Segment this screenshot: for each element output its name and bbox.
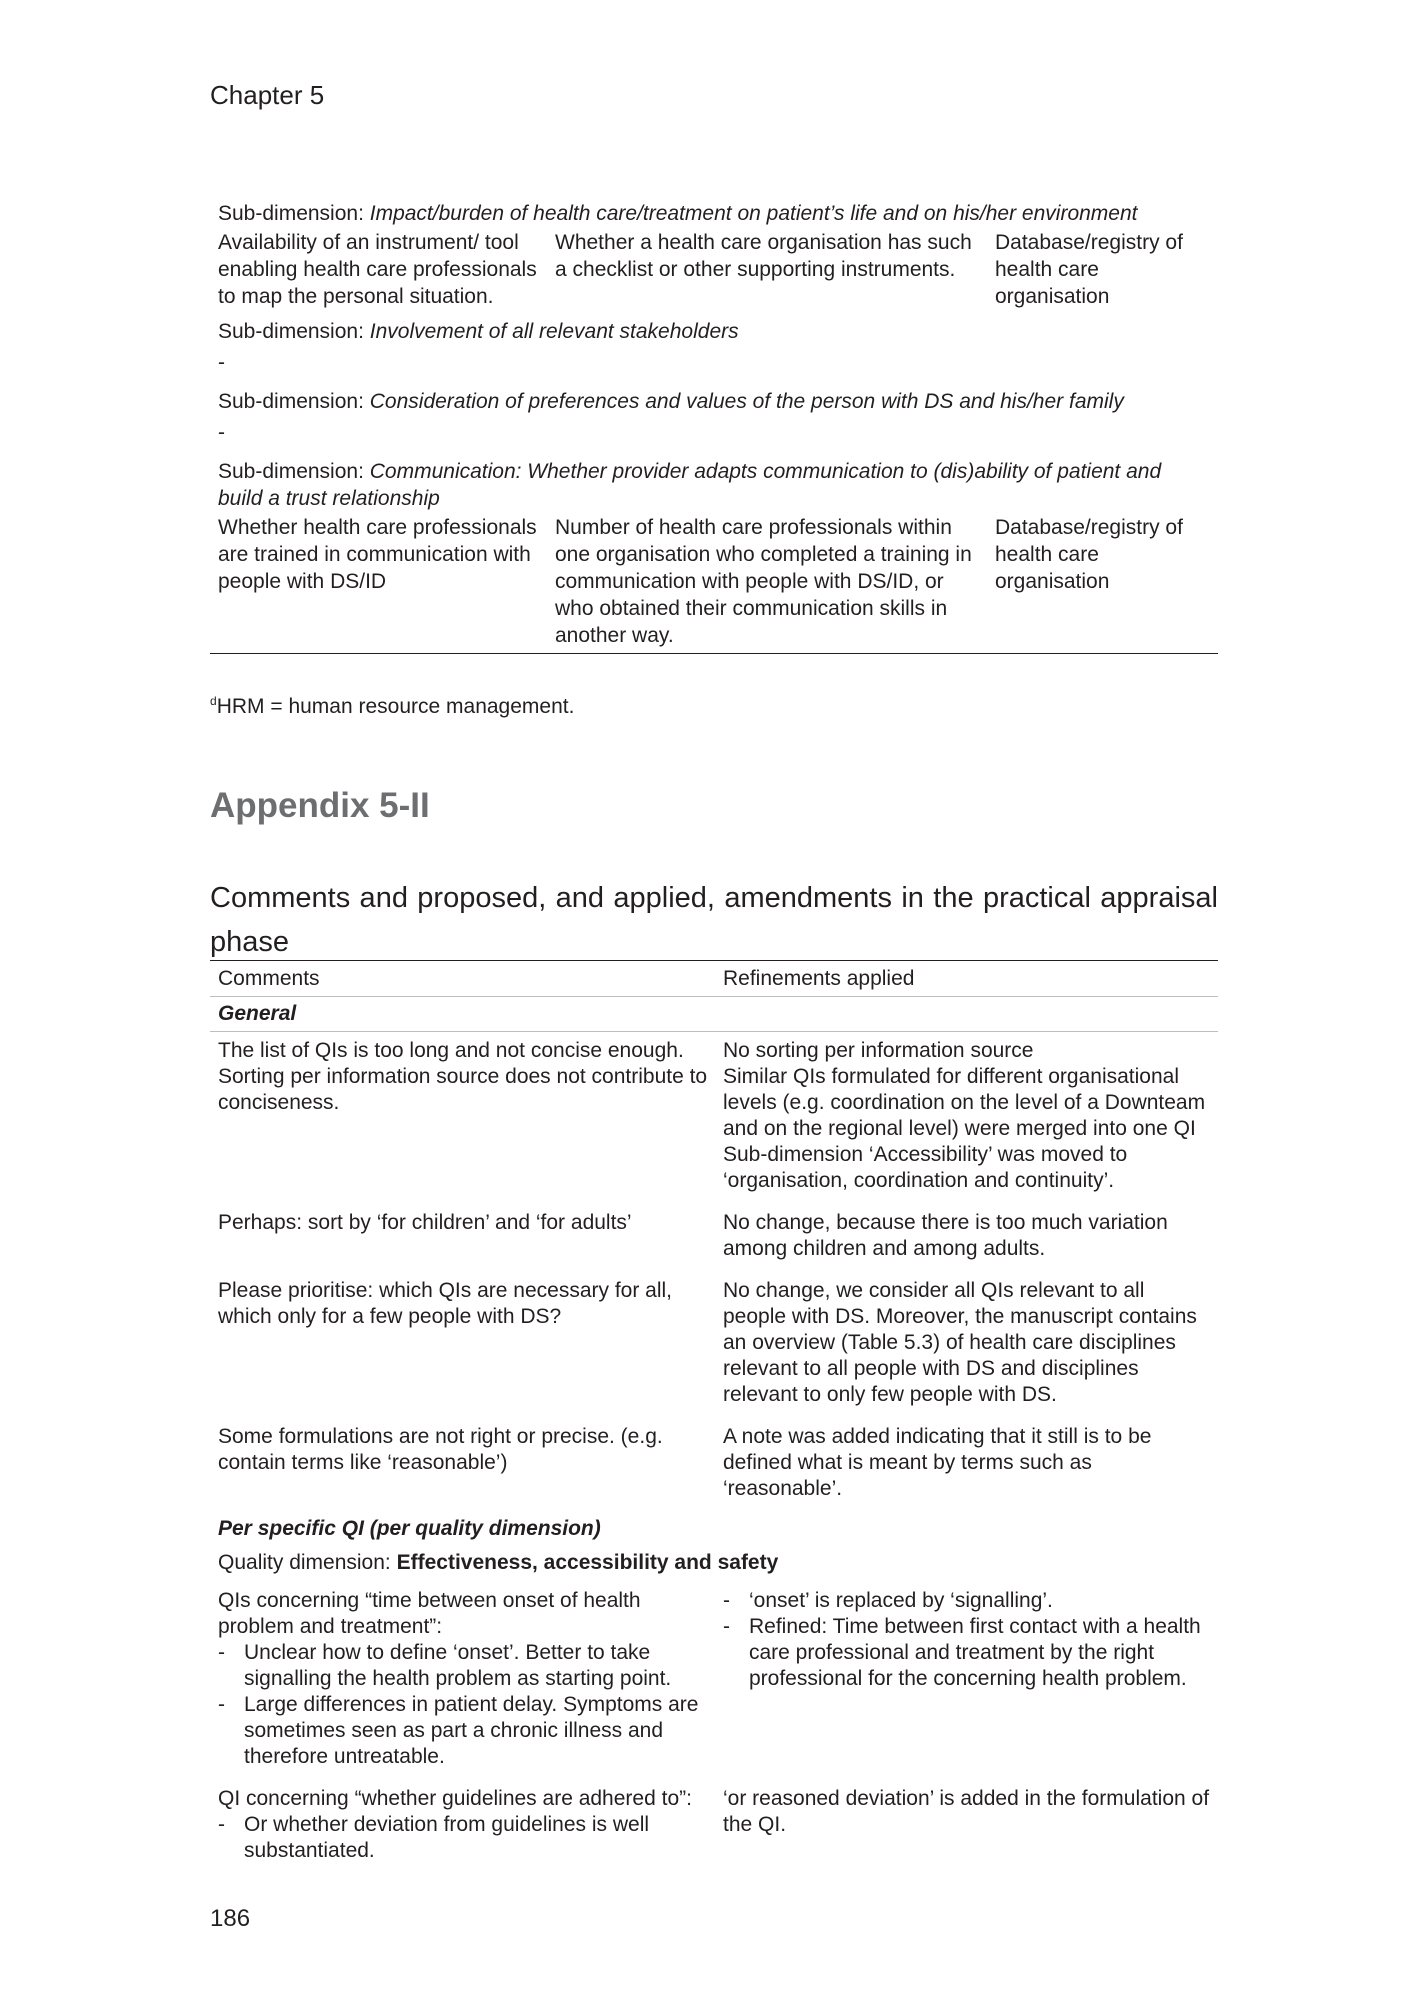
column-header-refinements: Refinements applied [723,967,915,990]
list-item: - ‘onset’ is replaced by ‘signalling’. [723,1589,1053,1612]
sub-dimension-heading: Sub-dimension: Involvement of all relevant stakeholders [218,320,739,343]
appendix-heading: Appendix 5-II [210,786,430,825]
running-head: Chapter 5 [210,80,325,110]
refinement-line: Similar QIs formulated for different organisational levels (e.g. coordination on the level of a Downteam and on the regional level) were merged into one QI [723,1065,1206,1140]
table-row [210,1780,1218,1874]
comment-cell: Please prioritise: which QIs are necessary for all, which only for a few people with DS? [218,1279,673,1328]
section-label-specific: Per specific QI (per quality dimension) [218,1517,601,1540]
comment-cell: The list of QIs is too long and not concise enough. Sorting per information source does not contribute to conciseness. [218,1039,708,1114]
list-item: - Unclear how to define ‘onset’. Better to take signalling the health problem as starting point. [218,1641,672,1690]
quality-dimension-heading: Quality dimension: Effectiveness, accessibility and safety [218,1551,779,1574]
table-row [210,1272,1218,1418]
comment-cell [218,1588,723,1770]
refinement-cell [723,1588,1210,1770]
refinement-cell: No change, we consider all QIs relevant to all people with DS. Moreover, the manuscript contains an overview (Table 5.3) of health care disciplines relevant to all people with DS and disciplines relevant to only few people with DS. [723,1279,1197,1406]
table-caption: Comments and proposed, and applied, amendments in the practical appraisal phase [210,882,1218,958]
source-cell: Database/registry of health care organisation [995,231,1183,308]
page-number: 186 [210,1905,251,1932]
refinement-cell [723,1038,1210,1194]
refinement-cell: ‘or reasoned deviation’ is added in the formulation of the QI. [723,1787,1210,1836]
refinement-cell: No change, because there is too much variation among children and among adults. [723,1211,1168,1260]
list-item: - Or whether deviation from guidelines is well substantiated. [218,1813,650,1862]
table-row [210,1204,1218,1272]
sub-dimension-heading: Sub-dimension: Impact/burden of health care/treatment on patient’s life and on his/her environment [218,202,1138,225]
table-row [210,1582,1218,1780]
table-footnote: $^d$HRM = human resource management. [210,694,575,718]
indicator-cell: Availability of an instrument/ tool enabling health care professionals to map the personal situation. [218,231,537,308]
table-row [210,1418,1218,1512]
column-header-comments: Comments [218,967,320,990]
indicator-cell: Whether health care professionals are trained in communication with people with DS/ID [218,516,537,593]
table-row [210,514,1218,654]
comment-intro: QI concerning “whether guidelines are adhered to”: [218,1787,692,1810]
empty-row-dash: - [218,421,225,444]
list-item: - Large differences in patient delay. Symptoms are sometimes seen as part a chronic illness and therefore untreatable. [218,1693,699,1768]
table-header-row [210,961,1218,997]
refinement-line: Sub-dimension ‘Accessibility’ was moved to ‘organisation, coordination and continuity’. [723,1143,1128,1192]
comment-cell: Some formulations are not right or precise. (e.g. contain terms like ‘reasonable’) [218,1425,663,1474]
indicator-table-continued [210,196,1218,654]
refinement-line: No sorting per information source [723,1039,1034,1062]
sub-dimension-heading: Sub-dimension: Consideration of preferences and values of the person with DS and his/her family [218,390,1124,413]
sub-dimension-heading: Sub-dimension: Communication: Whether provider adapts communication to (dis)ability of patient and build a trust relationship [218,460,1162,510]
section-label-general: General [210,997,1218,1032]
comment-intro: QIs concerning “time between onset of health problem and treatment”: [218,1589,641,1638]
refinement-cell: A note was added indicating that it still is to be defined what is meant by terms such as ‘reasonable’. [723,1425,1152,1500]
operationalisation-cell: Whether a health care organisation has such a checklist or other supporting instruments. [555,231,972,281]
table-row [210,229,1218,314]
source-cell: Database/registry of health care organisation [995,516,1183,593]
empty-row-dash: - [218,351,225,374]
comment-cell [218,1786,723,1864]
table-row [210,1032,1218,1204]
comment-cell: Perhaps: sort by ‘for children’ and ‘for adults’ [218,1211,632,1234]
operationalisation-cell: Number of health care professionals within one organisation who completed a training in communication with people with DS/ID, or who obtained their communication skills in another way. [555,516,972,647]
amendments-table [210,960,1218,1874]
list-item: - Refined: Time between first contact with a health care professional and treatment by the right professional for the concerning health problem. [723,1615,1201,1690]
